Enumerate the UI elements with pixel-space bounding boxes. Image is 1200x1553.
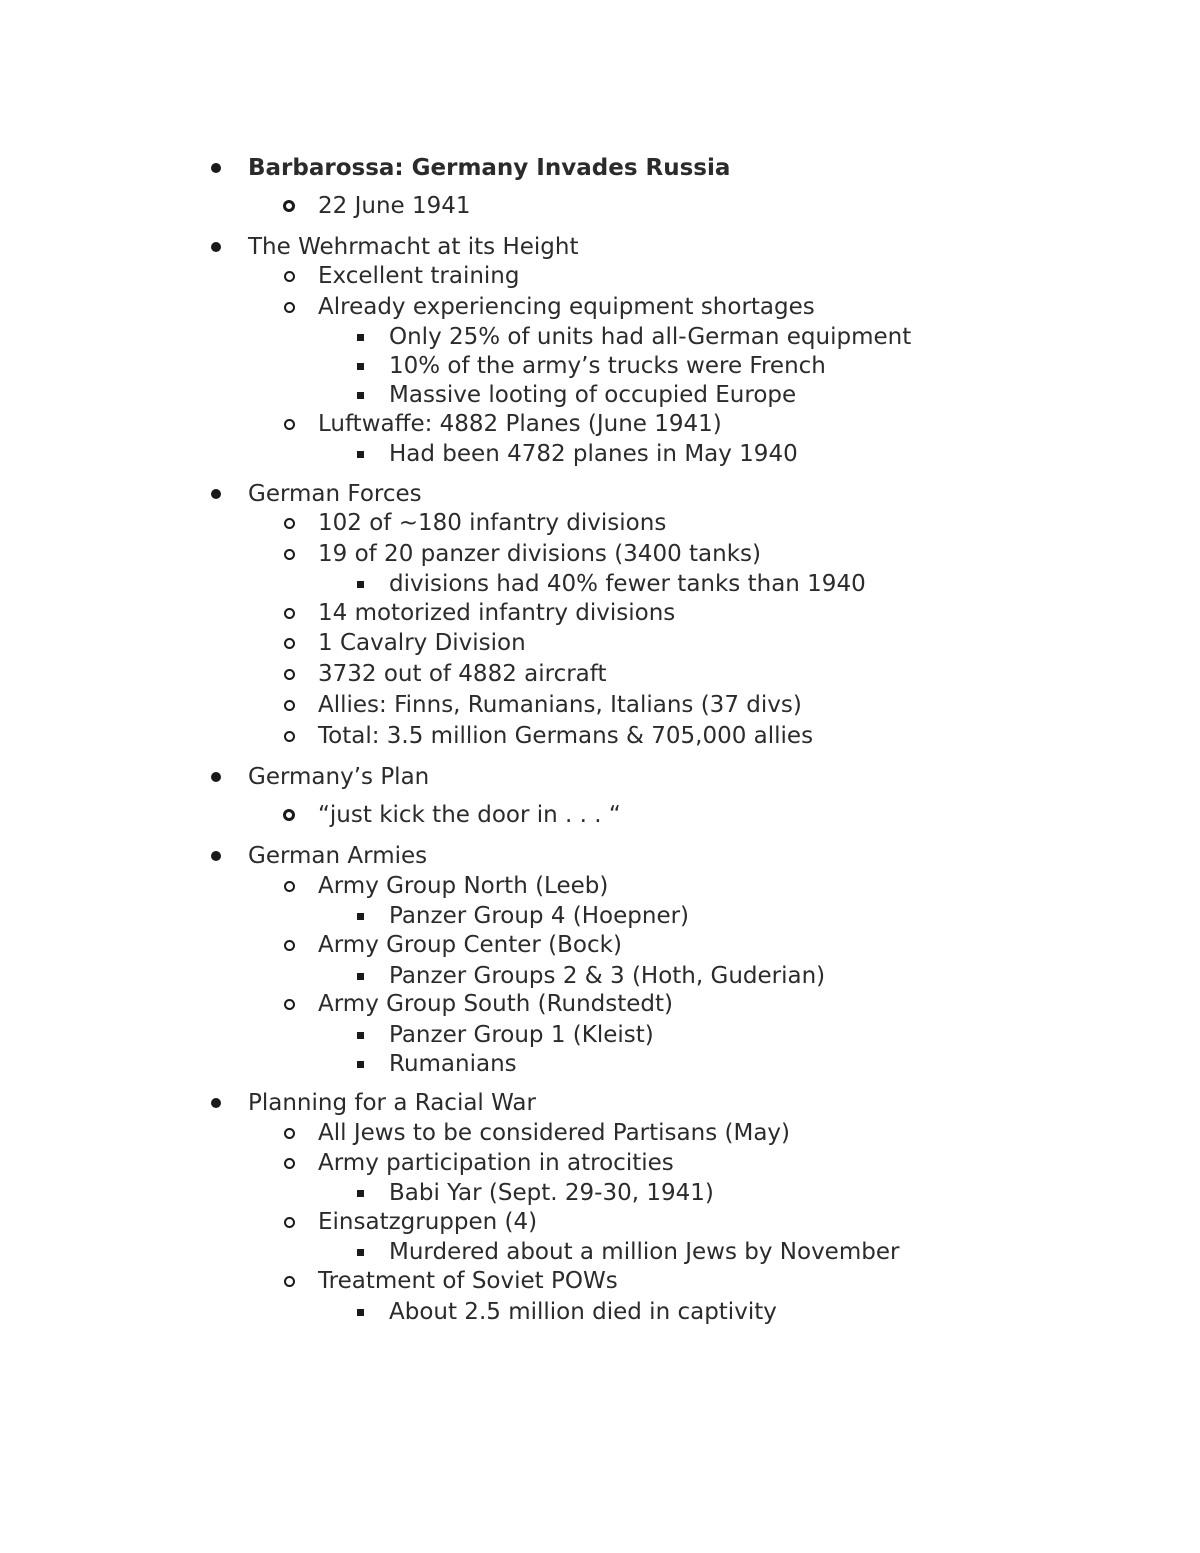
outline-item-level-2 <box>318 409 722 439</box>
outline-item-text: Only 25% of units had all-German equipment <box>389 324 912 350</box>
outline-item-level-3 <box>389 1297 777 1327</box>
bullet-circle-icon <box>282 1148 296 1178</box>
outline-item-text: 19 of 20 panzer divisions (3400 tanks) <box>318 541 761 567</box>
outline-item-level-3 <box>389 901 689 931</box>
outline-item-text: Panzer Groups 2 & 3 (Hoth, Guderian) <box>389 963 826 989</box>
outline-item-text: 22 June 1941 <box>318 193 471 219</box>
bullet-circle-icon <box>282 1118 296 1148</box>
outline-item-level-2 <box>318 1148 674 1178</box>
outline-item-text: 14 motorized infantry divisions <box>318 600 676 626</box>
outline-item-text: Army participation in atrocities <box>318 1150 674 1176</box>
outline-item-text: Germany’s Plan <box>248 764 430 790</box>
outline-item-level-3 <box>389 1020 654 1050</box>
outline-item-level-3 <box>389 1049 517 1079</box>
bullet-circle-icon <box>282 539 296 569</box>
outline-item-text: Army Group North (Leeb) <box>318 873 609 899</box>
outline-item-text: Massive looting of occupied Europe <box>389 382 797 408</box>
outline-item-level-1 <box>248 841 427 871</box>
bullet-square-icon <box>353 1297 367 1327</box>
bullet-square-icon <box>353 380 367 410</box>
bullet-circle-icon <box>282 871 296 901</box>
outline-item-text: Einsatzgruppen (4) <box>318 1209 538 1235</box>
bullet-circle-icon <box>282 800 296 830</box>
outline-item-text: Army Group South (Rundstedt) <box>318 991 674 1017</box>
outline-item-level-2 <box>318 871 608 901</box>
bullet-dot-icon <box>210 1088 222 1118</box>
bullet-circle-icon <box>282 191 296 221</box>
bullet-dot-icon <box>210 232 222 262</box>
bullet-dot-icon <box>210 479 222 509</box>
bullet-circle-icon <box>282 508 296 538</box>
bullet-square-icon <box>353 569 367 599</box>
bullet-square-icon <box>353 1020 367 1050</box>
bullet-circle-icon <box>282 1266 296 1296</box>
outline-item-text: Panzer Group 1 (Kleist) <box>389 1022 654 1048</box>
bullet-circle-icon <box>282 292 296 322</box>
outline-item-level-2 <box>318 539 761 569</box>
outline-item-text: 3732 out of 4882 aircraft <box>318 661 607 687</box>
outline-item-level-3 <box>389 322 911 352</box>
outline-item-level-2 <box>318 1207 537 1237</box>
outline-item-level-3 <box>389 1237 899 1267</box>
outline-item-text: Planning for a Racial War <box>248 1090 536 1116</box>
outline-item-level-2 <box>318 690 802 720</box>
outline-item-level-2 <box>318 659 607 689</box>
outline-item-level-2 <box>318 508 666 538</box>
outline-item-text: Murdered about a million Jews by November <box>389 1239 900 1265</box>
bullet-square-icon <box>353 1178 367 1208</box>
outline-item-text: 10% of the army’s trucks were French <box>389 353 826 379</box>
outline-item-text: The Wehrmacht at its Height <box>248 234 579 260</box>
outline-item-level-3 <box>389 569 866 599</box>
outline-item-level-3 <box>389 380 796 410</box>
bullet-square-icon <box>353 901 367 931</box>
outline-item-level-2 <box>318 191 471 221</box>
outline-item-level-1 <box>248 1088 536 1118</box>
outline-item-text: divisions had 40% fewer tanks than 1940 <box>389 571 866 597</box>
outline-item-level-2 <box>318 800 621 830</box>
bullet-square-icon <box>353 439 367 469</box>
outline-item-level-1 <box>248 232 578 262</box>
outline-item-text: 1 Cavalry Division <box>318 630 526 656</box>
bullet-circle-icon <box>282 721 296 751</box>
outline-item-text: “just kick the door in . . . “ <box>318 802 621 828</box>
outline-item-level-1 <box>248 479 422 509</box>
outline-item-text: Treatment of Soviet POWs <box>318 1268 618 1294</box>
outline-item-text: Luftwaffe: 4882 Planes (June 1941) <box>318 411 722 437</box>
bullet-square-icon <box>353 351 367 381</box>
outline-item-text: Barbarossa: Germany Invades Russia <box>248 155 731 181</box>
outline-item-level-2 <box>318 721 813 751</box>
outline-item-text: Had been 4782 planes in May 1940 <box>389 441 798 467</box>
outline-item-text: German Armies <box>248 843 428 869</box>
outline-item-level-2 <box>318 628 526 658</box>
outline-item-level-3 <box>389 1178 714 1208</box>
outline-item-level-3 <box>389 439 798 469</box>
outline-item-text: Babi Yar (Sept. 29-30, 1941) <box>389 1180 714 1206</box>
outline-item-text: Rumanians <box>389 1051 517 1077</box>
outline-item-level-3 <box>389 351 826 381</box>
bullet-circle-icon <box>282 659 296 689</box>
bullet-circle-icon <box>282 409 296 439</box>
bullet-dot-icon <box>210 153 222 183</box>
outline-item-level-1 <box>248 153 730 183</box>
bullet-circle-icon <box>282 598 296 628</box>
outline-item-level-3 <box>389 961 825 991</box>
bullet-square-icon <box>353 1237 367 1267</box>
bullet-circle-icon <box>282 1207 296 1237</box>
outline-item-level-2 <box>318 989 673 1019</box>
outline-item-level-2 <box>318 598 675 628</box>
bullet-dot-icon <box>210 841 222 871</box>
outline-item-text: All Jews to be considered Partisans (May) <box>318 1120 790 1146</box>
outline-item-level-2 <box>318 1266 618 1296</box>
outline-item-text: Already experiencing equipment shortages <box>318 294 815 320</box>
outline-item-level-2 <box>318 1118 790 1148</box>
bullet-circle-icon <box>282 989 296 1019</box>
outline-item-text: Excellent training <box>318 263 520 289</box>
outline-item-text: Army Group Center (Bock) <box>318 932 622 958</box>
outline-item-level-2 <box>318 930 622 960</box>
outline-item-level-2 <box>318 261 519 291</box>
outline-item-level-1 <box>248 762 429 792</box>
bullet-square-icon <box>353 322 367 352</box>
bullet-square-icon <box>353 1049 367 1079</box>
outline-item-text: About 2.5 million died in captivity <box>389 1299 777 1325</box>
bullet-circle-icon <box>282 628 296 658</box>
bullet-square-icon <box>353 961 367 991</box>
bullet-dot-icon <box>210 762 222 792</box>
outline-item-text: German Forces <box>248 481 422 507</box>
bullet-circle-icon <box>282 930 296 960</box>
bullet-circle-icon <box>282 261 296 291</box>
outline-item-text: Panzer Group 4 (Hoepner) <box>389 903 690 929</box>
outline-item-level-2 <box>318 292 815 322</box>
outline-item-text: Allies: Finns, Rumanians, Italians (37 divs) <box>318 692 802 718</box>
outline-item-text: Total: 3.5 million Germans & 705,000 allies <box>318 723 814 749</box>
bullet-circle-icon <box>282 690 296 720</box>
outline-item-text: 102 of ~180 infantry divisions <box>318 510 667 536</box>
